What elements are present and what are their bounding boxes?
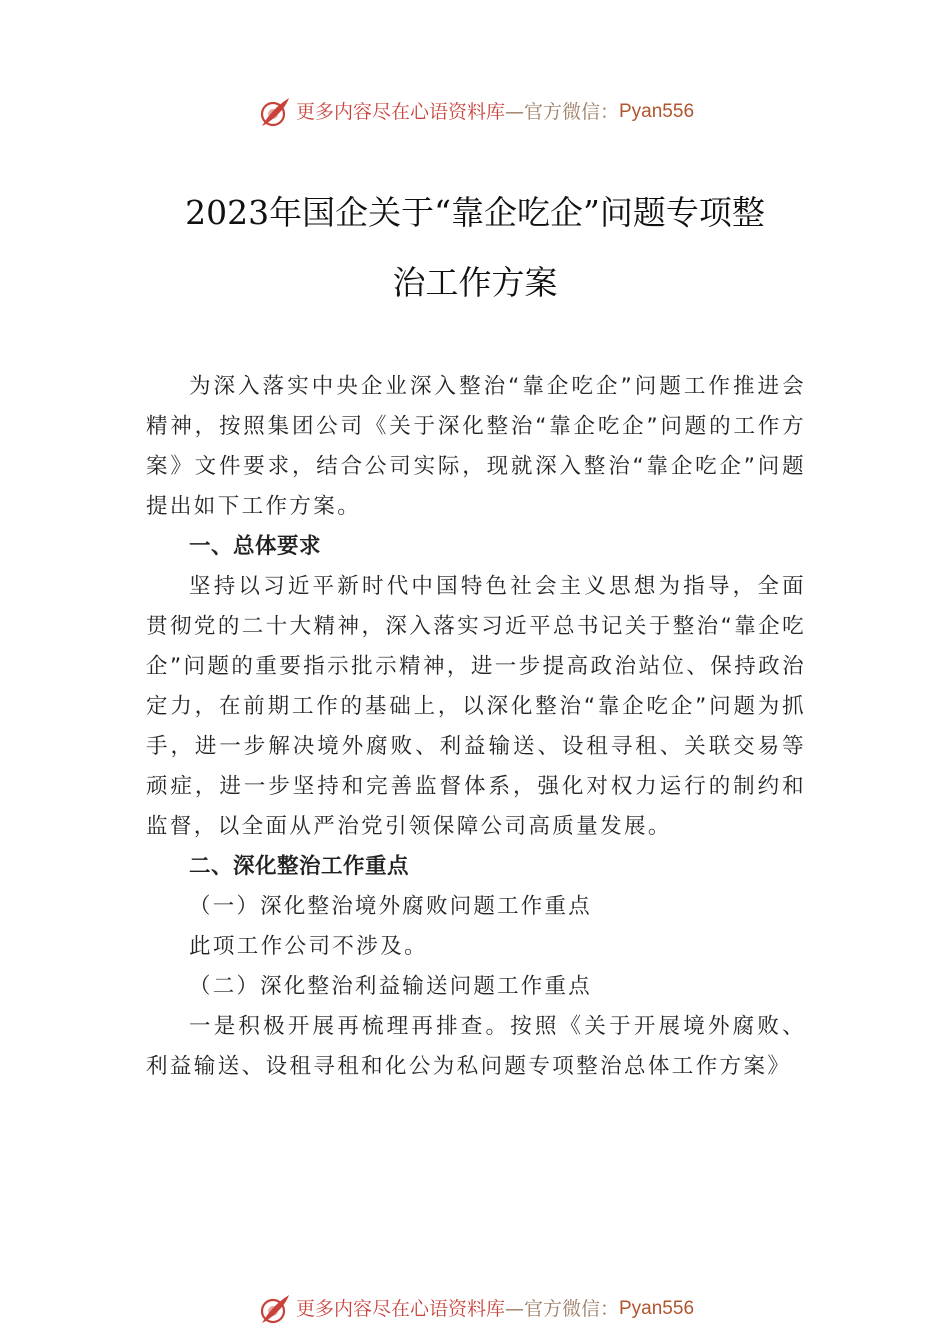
- section-1-paragraph: 坚持以习近平新时代中国特色社会主义思想为指导，全面贯彻党的二十大精神，深入落实习近平总书记关于整治“靠企吃企”问题的重要指示批示精神，进一步提高政治站位、保持政治定力，在前期工作的基础上，以深化整治“靠企吃企”问题为抓手，进一步解决境外腐败、利益输送、设租寻租、关联交易等顽症，进一步坚持和完善监督体系，强化对权力运行的制约和监督，以全面从严治党引领保障公司高质量发展。: [146, 574, 806, 839]
- watermark-wechat-id: Pyan556: [619, 101, 695, 122]
- subsection-2-paragraph: 一是积极开展再梳理再排查。按照《关于开展境外腐败、利益输送、设租寻租和化公为私问题专项整治总体工作方案》: [146, 1014, 806, 1079]
- subsection-1-heading: （一）深化整治境外腐败问题工作重点: [189, 894, 592, 919]
- footer-watermark: [0, 1293, 950, 1325]
- header-watermark: [0, 96, 950, 128]
- document-title-line-2: 治工作方案: [392, 263, 558, 302]
- watermark-wechat-id: Pyan556: [619, 1298, 695, 1319]
- watermark-dash: —: [504, 1298, 524, 1320]
- subsection-2-heading: （二）深化整治利益输送问题工作重点: [189, 974, 592, 999]
- quill-pen-seal-icon: [256, 96, 292, 128]
- document-body: [146, 367, 806, 1087]
- watermark-wechat-label: 官方微信：: [523, 1298, 619, 1320]
- quill-pen-seal-icon: [256, 1293, 292, 1325]
- watermark-library-text: 更多内容尽在心语资料库: [295, 1298, 505, 1320]
- subsection-1-paragraph: 此项工作公司不涉及。: [189, 934, 429, 959]
- watermark-dash: —: [504, 101, 524, 123]
- section-1-heading: 一、总体要求: [189, 534, 322, 559]
- section-2-heading: 二、深化整治工作重点: [189, 854, 410, 879]
- watermark-library-text: 更多内容尽在心语资料库: [295, 101, 505, 123]
- document-title-line-1: 2023年国企关于“靠企吃企”问题专项整: [185, 193, 765, 232]
- watermark-wechat-label: 官方微信：: [523, 101, 619, 123]
- intro-paragraph: 为深入落实中央企业深入整治“靠企吃企”问题工作推进会精神，按照集团公司《关于深化整治“靠企吃企”问题的工作方案》文件要求，结合公司实际，现就深入整治“靠企吃企”问题提出如下工作方案。: [146, 374, 806, 519]
